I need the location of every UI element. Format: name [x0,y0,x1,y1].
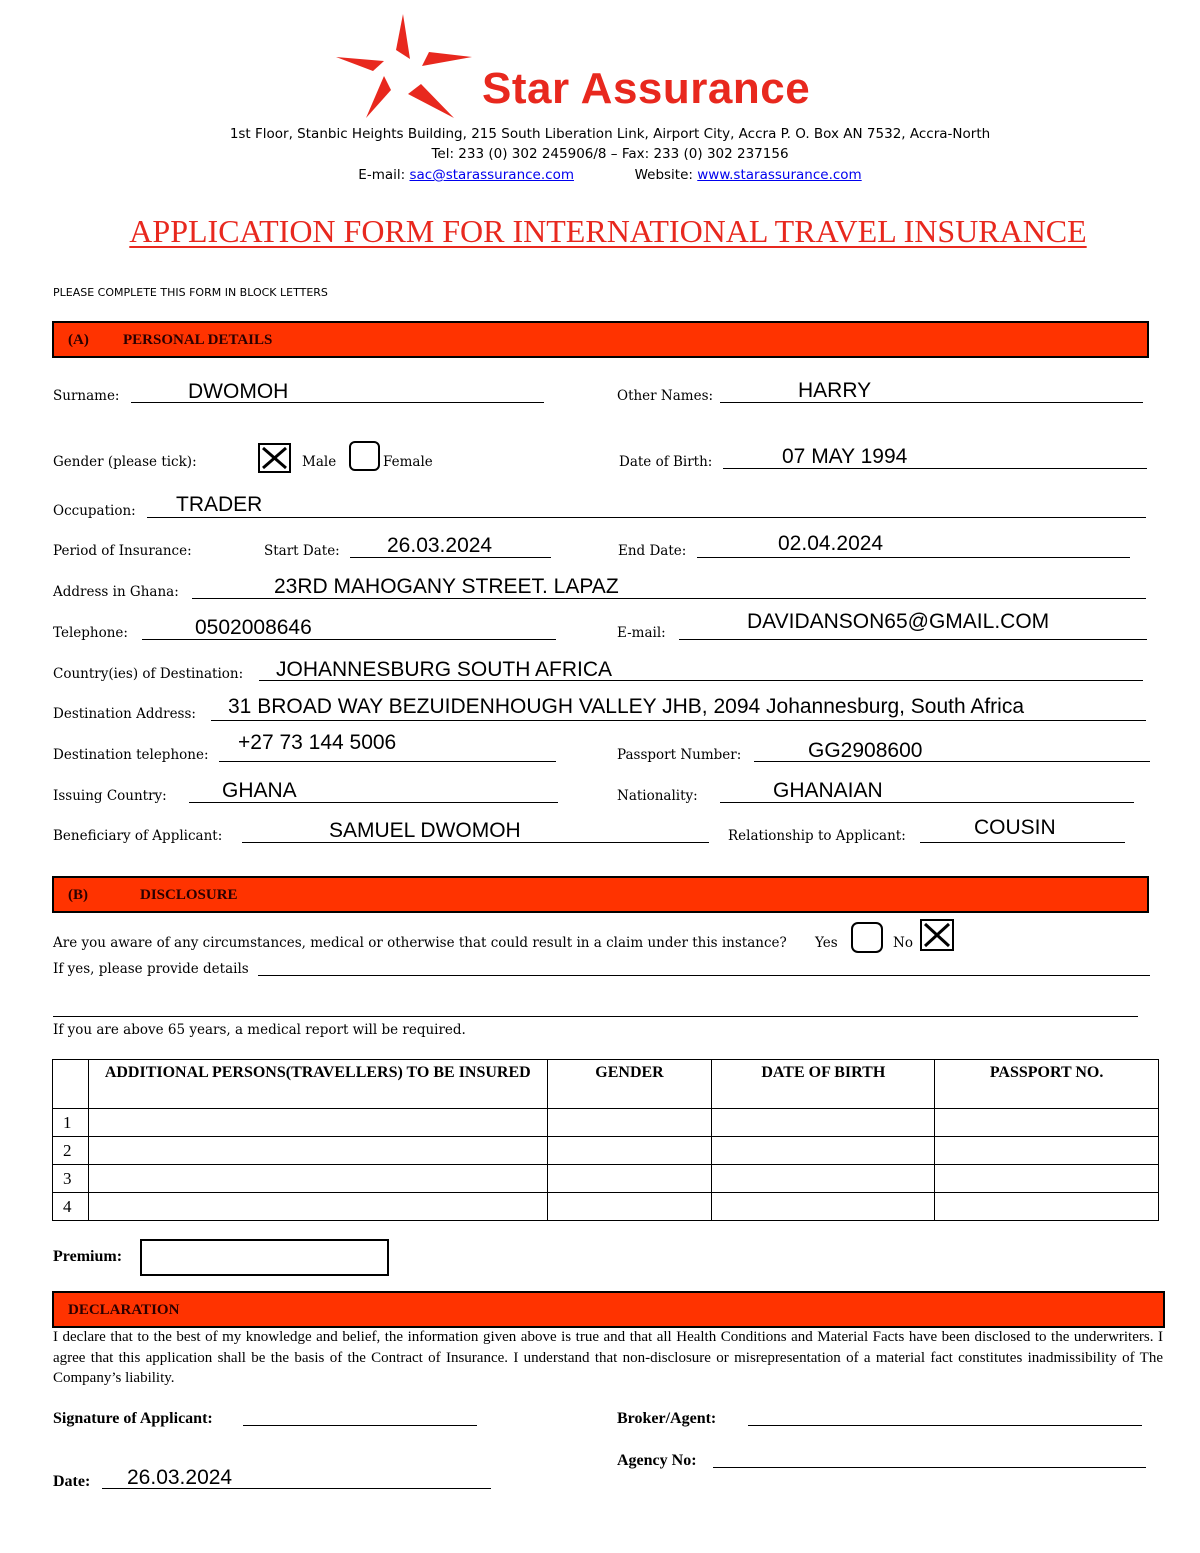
end-date-field[interactable] [697,557,1130,558]
person-passport-cell[interactable] [935,1193,1159,1221]
dest-address-value: 31 BROAD WAY BEZUIDENHOUGH VALLEY JHB, 2094 Johannesburg, South Africa [228,695,1025,718]
destination-label: Country(ies) of Destination: [53,666,244,682]
section-b-title: DISCLOSURE [140,887,238,903]
person-dob-cell[interactable] [712,1165,935,1193]
dob-field[interactable] [723,468,1147,469]
declaration-text: I declare that to the best of my knowledge and belief, the information given above is true and that all Health Conditions and Material Facts have been disclosed to the underwriters. I agree that this application shall be the basis of the Contract of Insurance. I understand that non-disclosure or misrepresentation of a material fact constitutes inadmissibility of The Company’s liability. [53,1329,1163,1386]
declaration-title: DECLARATION [68,1302,180,1318]
table-row [53,1109,1159,1137]
other-names-label: Other Names: [617,388,714,404]
section-a-code: (A) [68,332,89,348]
destination-value: JOHANNESBURG SOUTH AFRICA [276,658,613,681]
star-logo-icon [336,14,476,128]
disclosure-question: Are you aware of any circumstances, medical or otherwise that could result in a claim under this instance? [53,935,787,951]
person-name-cell[interactable] [88,1193,547,1221]
other-names-value: HARRY [798,379,872,402]
person-gender-cell[interactable] [547,1193,712,1221]
table-header-gender: GENDER [547,1060,712,1109]
premium-label: Premium: [53,1248,123,1265]
period-label: Period of Insurance: [53,543,192,559]
issuing-country-label: Issuing Country: [53,788,167,804]
section-a-header [52,321,1149,358]
details-field-line-2[interactable] [53,1016,1138,1017]
nationality-label: Nationality: [617,788,698,804]
disclosure-yes-checkbox[interactable] [851,922,883,953]
dest-phone-value: +27 73 144 5006 [238,731,397,754]
occupation-value: TRADER [176,493,263,516]
relationship-field[interactable] [920,842,1125,843]
passport-label: Passport Number: [617,747,742,763]
row-number: 2 [53,1137,89,1165]
company-email-link[interactable]: sac@starassurance.com [409,167,574,183]
details-field-line-1[interactable] [258,975,1150,976]
premium-field[interactable] [140,1239,389,1276]
nationality-value: GHANAIAN [773,779,883,802]
end-date-label: End Date: [618,543,687,559]
signature-label: Signature of Applicant: [53,1410,213,1427]
passport-value: GG2908600 [808,739,923,762]
signature-field[interactable] [243,1425,477,1426]
address-value: 23RD MAHOGANY STREET. LAPAZ [274,575,619,598]
row-number: 1 [53,1109,89,1137]
email-field[interactable] [679,639,1147,640]
company-phone: Tel: 233 (0) 302 245906/8 – Fax: 233 (0) 302 237156 [431,146,789,162]
declaration-header [52,1291,1165,1328]
gender-label: Gender (please tick): [53,454,197,470]
table-row [53,1165,1159,1193]
person-gender-cell[interactable] [547,1109,712,1137]
row-number: 4 [53,1193,89,1221]
occupation-label: Occupation: [53,503,136,519]
issuing-country-field[interactable] [189,802,558,803]
table-row [53,1193,1159,1221]
section-a-title: PERSONAL DETAILS [123,332,273,348]
dest-phone-field[interactable] [219,761,556,762]
checked-x-icon [260,445,289,471]
form-title: APPLICATION FORM FOR INTERNATIONAL TRAVEL INSURANCE [129,213,1087,249]
person-dob-cell[interactable] [712,1193,935,1221]
start-date-label: Start Date: [264,543,340,559]
email-label: E-mail: [617,625,666,641]
table-header-passport: PASSPORT NO. [935,1060,1159,1109]
row-number: 3 [53,1165,89,1193]
table-header-number [53,1060,89,1109]
additional-persons-table [52,1059,1159,1221]
yes-label: Yes [815,935,838,951]
person-gender-cell[interactable] [547,1137,712,1165]
dob-label: Date of Birth: [619,454,713,470]
date-label: Date: [53,1473,91,1490]
relationship-label: Relationship to Applicant: [728,828,906,844]
no-label: No [893,935,913,951]
gender-male-checkbox[interactable] [258,443,291,473]
section-b-code: (B) [68,887,88,903]
date-value: 26.03.2024 [127,1466,233,1489]
agency-label: Agency No: [617,1452,697,1469]
person-gender-cell[interactable] [547,1165,712,1193]
disclosure-no-checkbox[interactable] [920,919,954,951]
email-label: E-mail: [358,167,406,183]
gender-female-checkbox[interactable] [349,441,380,471]
form-instructions: PLEASE COMPLETE THIS FORM IN BLOCK LETTERS [53,286,328,299]
medical-report-note: If you are above 65 years, a medical report will be required. [53,1022,466,1038]
person-passport-cell[interactable] [935,1165,1159,1193]
company-address: 1st Floor, Stanbic Heights Building, 215 South Liberation Link, Airport City, Accra P. O. Box AN 7532, Accra-North [229,126,991,142]
beneficiary-field[interactable] [242,842,709,843]
table-header-dob: DATE OF BIRTH [712,1060,935,1109]
company-contacts [0,167,1200,183]
person-passport-cell[interactable] [935,1109,1159,1137]
person-dob-cell[interactable] [712,1109,935,1137]
person-name-cell[interactable] [88,1165,547,1193]
beneficiary-label: Beneficiary of Applicant: [53,828,223,844]
broker-field[interactable] [748,1425,1142,1426]
person-name-cell[interactable] [88,1137,547,1165]
other-names-field[interactable] [720,402,1143,403]
telephone-value: 0502008646 [195,616,312,639]
table-header-row [53,1060,1159,1109]
issuing-country-value: GHANA [222,779,297,802]
start-date-value: 26.03.2024 [387,534,493,557]
person-name-cell[interactable] [88,1109,547,1137]
beneficiary-value: SAMUEL DWOMOH [329,819,521,842]
section-b-header [52,876,1149,913]
telephone-label: Telephone: [53,625,128,641]
address-field[interactable] [192,598,1146,599]
person-passport-cell[interactable] [935,1137,1159,1165]
female-label: Female [383,454,433,470]
surname-label: Surname: [53,388,120,404]
male-label: Male [302,454,337,470]
dest-address-label: Destination Address: [53,706,196,722]
start-date-field[interactable] [350,557,551,558]
table-header-persons: ADDITIONAL PERSONS(TRAVELLERS) TO BE INSURED [88,1060,547,1109]
address-label: Address in Ghana: [53,584,179,600]
dest-phone-label: Destination telephone: [53,747,209,763]
occupation-field[interactable] [147,517,1146,518]
nationality-field[interactable] [720,802,1134,803]
broker-label: Broker/Agent: [617,1410,717,1427]
surname-value: DWOMOH [188,380,289,403]
brand-name: Star Assurance [482,64,811,113]
telephone-field[interactable] [142,639,556,640]
person-dob-cell[interactable] [712,1137,935,1165]
table-row [53,1137,1159,1165]
dest-address-field[interactable] [211,720,1146,721]
company-website-link[interactable]: www.starassurance.com [697,167,862,183]
details-label: If yes, please provide details [53,961,249,977]
relationship-value: COUSIN [974,816,1056,839]
dob-value: 07 MAY 1994 [782,445,908,468]
agency-field[interactable] [713,1467,1146,1468]
email-value: DAVIDANSON65@GMAIL.COM [747,610,1050,633]
checked-x-icon [922,921,952,949]
end-date-value: 02.04.2024 [778,532,884,555]
website-label: Website: [634,167,693,183]
